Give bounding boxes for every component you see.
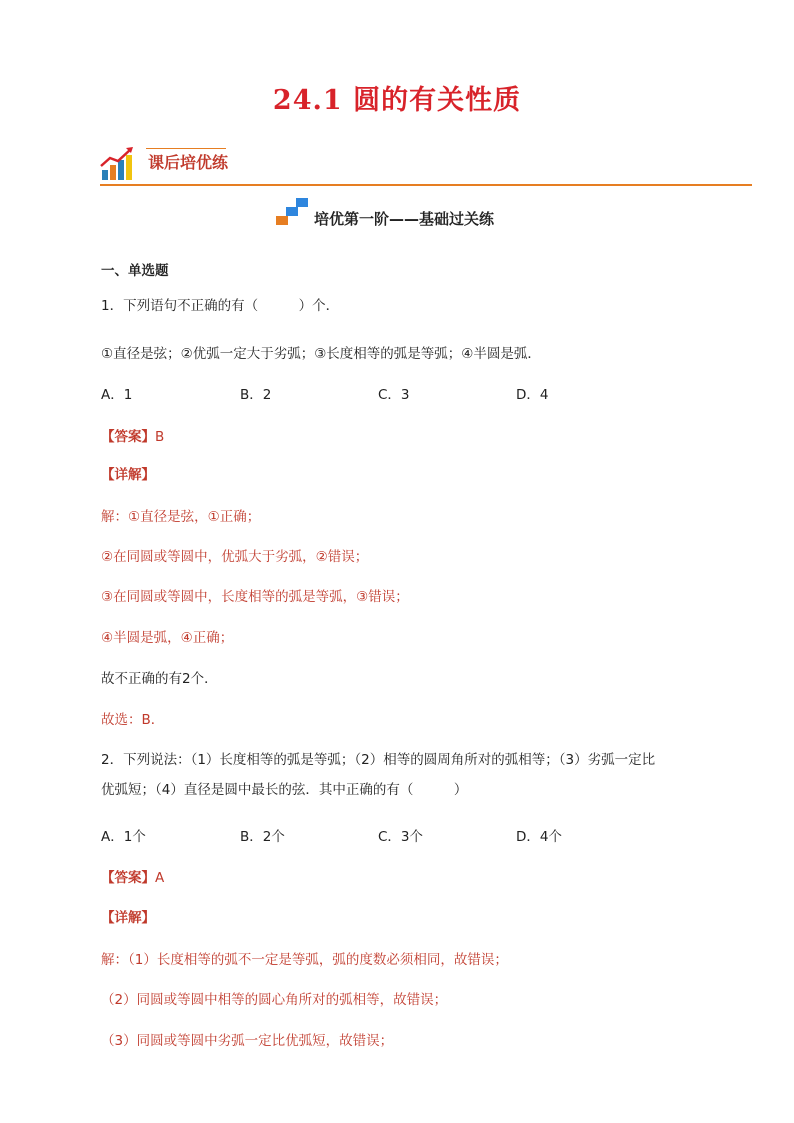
q1-detail-line: 故选：B． xyxy=(101,712,165,728)
q2-detail-line: （3）同圆或等圆中劣弧一定比优弧短，故错误； xyxy=(101,1033,394,1049)
q2-option-b: B．2个 xyxy=(240,829,285,845)
q1-stem: 1．下列语句不正确的有（ ）个． xyxy=(101,298,340,314)
q1-detail-label: 【详解】 xyxy=(101,467,155,483)
section-label-underline xyxy=(146,148,226,149)
q2-detail-label: 【详解】 xyxy=(101,910,155,926)
section-label: 课后培优练 xyxy=(148,153,229,172)
q1-detail-line: ④半圆是弧，④正确； xyxy=(101,630,234,646)
steps-icon xyxy=(276,196,310,226)
stage-heading xyxy=(0,196,794,230)
section-divider xyxy=(100,184,752,186)
q1-detail-line: ③在同圆或等圆中，长度相等的弧是等弧，③错误； xyxy=(101,589,409,605)
q1-answer xyxy=(101,425,164,445)
q1-detail-line: ②在同圆或等圆中，优弧大于劣弧，②错误； xyxy=(101,549,369,565)
answer-label: 【答案】 xyxy=(101,870,155,886)
answer-value: B xyxy=(155,429,165,445)
section-header xyxy=(100,144,752,188)
q2-option-c: C．3个 xyxy=(378,829,424,845)
part-heading: 一、单选题 xyxy=(101,263,169,279)
q2-detail-line: 解：（1）长度相等的弧不一定是等弧，弧的度数必须相同，故错误； xyxy=(101,952,508,968)
q1-option-d: D．4 xyxy=(516,387,549,403)
q1-detail-line: 故不正确的有2个． xyxy=(101,671,218,687)
q1-option-a: A．1 xyxy=(101,387,133,403)
q2-detail-line: （2）同圆或等圆中相等的圆心角所对的弧相等，故错误； xyxy=(101,992,448,1008)
q2-answer xyxy=(101,866,164,886)
q1-detail-line: 解：①直径是弦，①正确； xyxy=(101,509,261,525)
q1-option-b: B．2 xyxy=(240,387,272,403)
q1-statements: ①直径是弦；②优弧一定大于劣弧；③长度相等的弧是等弧；④半圆是弧． xyxy=(101,346,541,362)
answer-label: 【答案】 xyxy=(101,429,155,445)
bar-chart-icon xyxy=(100,146,136,182)
page-title: 24.1 圆的有关性质 xyxy=(272,85,522,116)
q2-stem-line: 2．下列说法：（1）长度相等的弧是等弧；（2）相等的圆周角所对的弧相等；（3）劣弧一定比 xyxy=(101,752,656,768)
q2-option-d: D．4个 xyxy=(516,829,562,845)
answer-value: A xyxy=(155,870,165,886)
q2-stem-line: 优弧短；（4）直径是圆中最长的弦．其中正确的有（ ） xyxy=(101,782,468,798)
stage-label: 培优第一阶——基础过关练 xyxy=(314,210,495,228)
q2-option-a: A．1个 xyxy=(101,829,146,845)
q1-option-c: C．3 xyxy=(378,387,410,403)
